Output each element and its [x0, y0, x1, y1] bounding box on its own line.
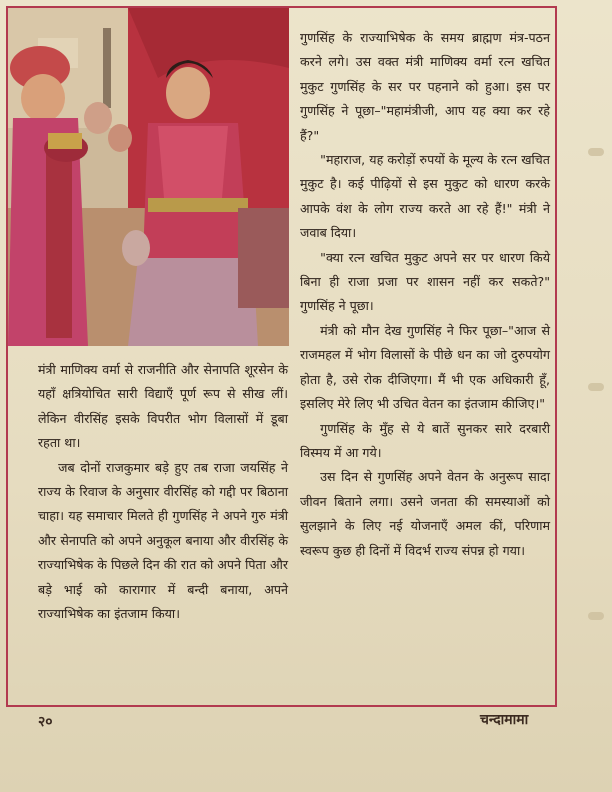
left-text-column [38, 358, 288, 626]
paragraph: जब दोनों राजकुमार बड़े हुए तब राजा जयसिंह ने राज्य के रिवाज के अनुसार वीरसिंह को गद्दी पर बिठाना चाहा। यह समाचार मिलते ही गुणसिंह ने अपने गुरु मंत्री और सेनापति को अपने अनुकूल बनाया और वीरसिंह के राज्याभिषेक के पिछले दिन की रात को अपने पिता और बड़े भाई को कारागार में बन्दी बनाया, अपने राज्याभिषेक का इंतजाम किया। [38, 459, 288, 622]
punch-hole [588, 612, 604, 620]
punch-hole [588, 148, 604, 156]
paragraph: मंत्री माणिक्य वर्मा से राजनीति और सेनापति शूरसेन के यहाँ क्षत्रियोचित सारी विद्याएँ पूर्ण रूप से सीख लीं। लेकिन वीरसिंह इसके विपरीत भोग विलासों में डूबा रहता था। [38, 362, 288, 451]
paragraph: गुणसिंह के राज्याभिषेक के समय ब्राह्मण मंत्र-पठन करने लगे। उस वक्त मंत्री माणिक्य वर्मा रत्न खचित मुकुट गुणसिंह के सर पर पहनाने को हुआ। इस पर गुणसिंह ने पूछा–"महामंत्रीजी, आप यह क्या कर रहे हैं?" [300, 30, 550, 143]
magazine-name: चन्दामामा [480, 712, 529, 728]
paragraph: उस दिन से गुणसिंह अपने वेतन के अनुरूप सादा जीवन बिताने लगा। उसने जनता की समस्याओं को सुलझाने के लिए नई योजनाएँ अमल कीं, परिणाम स्वरूप कुछ ही दिनों में विदर्भ राज्य संपन्न हो गया। [300, 469, 550, 558]
page-border-right [555, 6, 557, 706]
story-illustration [8, 8, 289, 346]
paragraph: मंत्री को मौन देख गुणसिंह ने फिर पूछा–"आज से राजमहल में भोग विलासों के पीछे धन का जो दुरुपयोग होता है, उसे रोक दीजिएगा। मैं भी एक अधिकारी हूँ, इसलिए मेरे लिए भी उचित वेतन का इंतजाम कीजिए।" [300, 322, 550, 412]
paragraph: "क्या रत्न खचित मुकुट अपने सर पर धारण किये बिना ही राजा प्रजा पर शासन नहीं कर सकते?" गुणसिंह ने पूछा। [300, 249, 550, 314]
right-text-column [300, 26, 550, 563]
illustration-art [8, 8, 289, 346]
punch-hole [588, 383, 604, 391]
page-number: २० [38, 714, 53, 730]
paragraph: गुणसिंह के मुँह से ये बातें सुनकर सारे दरबारी विस्मय में आ गये। [300, 420, 550, 460]
paragraph: "महाराज, यह करोड़ों रुपयों के मूल्य के रत्न खचित मुकुट है। कई पीढ़ियों से इस मुकुट को धारण करके आपके वंश के लोग राज्य करते आ रहे हैं!" मंत्री ने जवाब दिया। [300, 152, 550, 241]
page-border-bottom [6, 705, 557, 707]
